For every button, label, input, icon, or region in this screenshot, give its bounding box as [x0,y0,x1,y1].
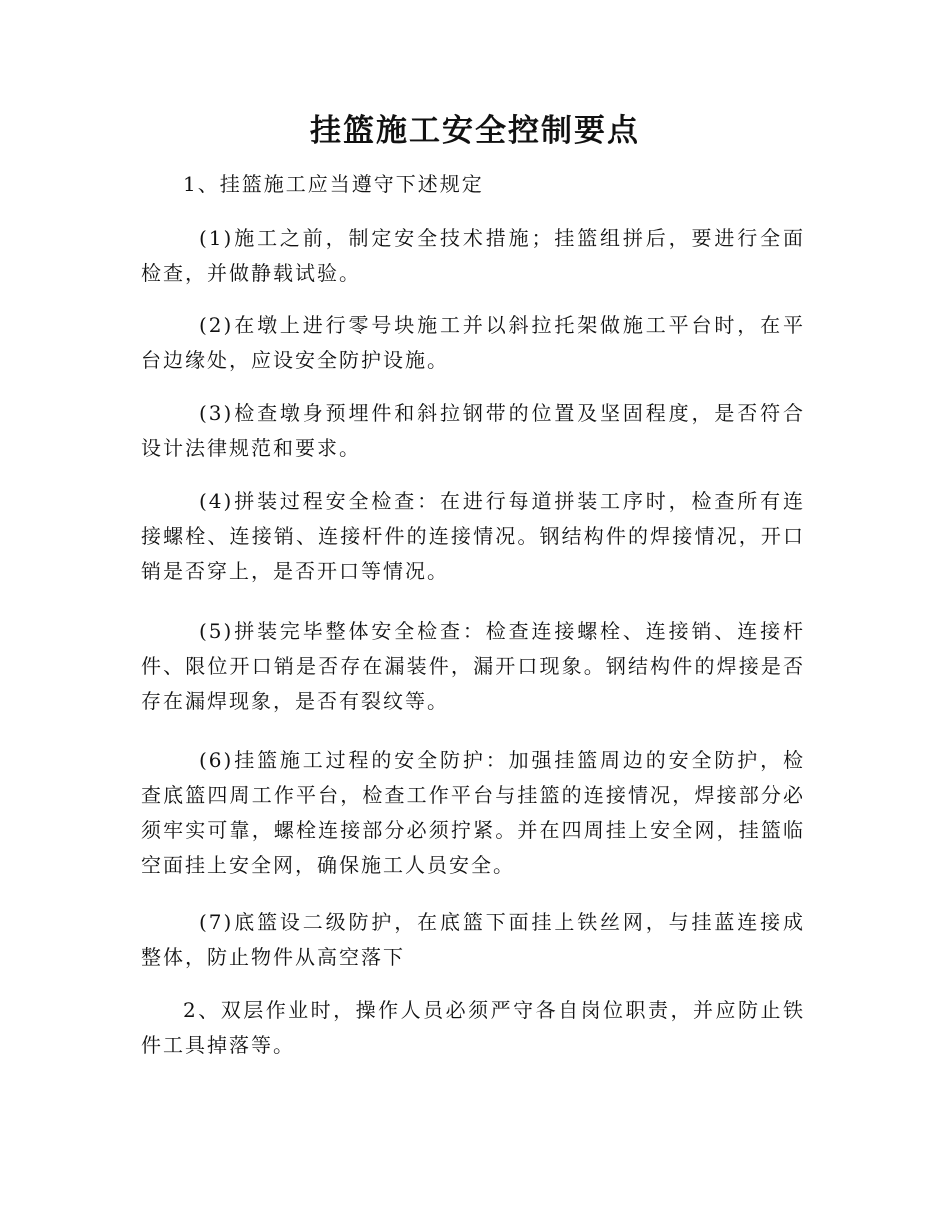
rule-item-5: (5)拼装完毕整体安全检查：检查连接螺栓、连接销、连接杆件、限位开口销是否存在漏装件，漏开口现象。钢结构件的焊接是否存在漏焊现象，是否有裂纹等。 [141,619,805,713]
rule-item-6: (6)挂篮施工过程的安全防护：加强挂篮周边的安全防护，检查底篮四周工作平台，检查工作平台与挂篮的连接情况，焊接部分必须牢实可靠，螺栓连接部分必须拧紧。并在四周挂上安全网，挂篮临空面挂上安全网，确保施工人员安全。 [141,748,805,877]
rule-item-3: (3)检查墩身预埋件和斜拉钢带的位置及坚固程度，是否符合设计法律规范和要求。 [141,401,805,460]
section-1-heading: 1、挂篮施工应当遵守下述规定 [183,172,484,196]
rule-item-7: (7)底篮设二级防护，在底篮下面挂上铁丝网，与挂蓝连接成整体，防止物件从高空落下 [141,910,805,969]
rule-item-4: (4)拼装过程安全检查：在进行每道拼装工序时，检查所有连接螺栓、连接销、连接杆件的连接情况。钢结构件的焊接情况，开口销是否穿上，是否开口等情况。 [141,489,805,583]
page-title: 挂篮施工安全控制要点 [310,113,640,149]
rule-item-2: (2)在墩上进行零号块施工并以斜拉托架做施工平台时，在平台边缘处，应设安全防护设施。 [141,313,805,372]
rule-item-1: (1)施工之前，制定安全技术措施；挂篮组拼后，要进行全面检查，并做静载试验。 [141,226,805,285]
section-2-paragraph: 2、双层作业时，操作人员必须严守各自岗位职责，并应防止铁件工具掉落等。 [141,998,805,1057]
